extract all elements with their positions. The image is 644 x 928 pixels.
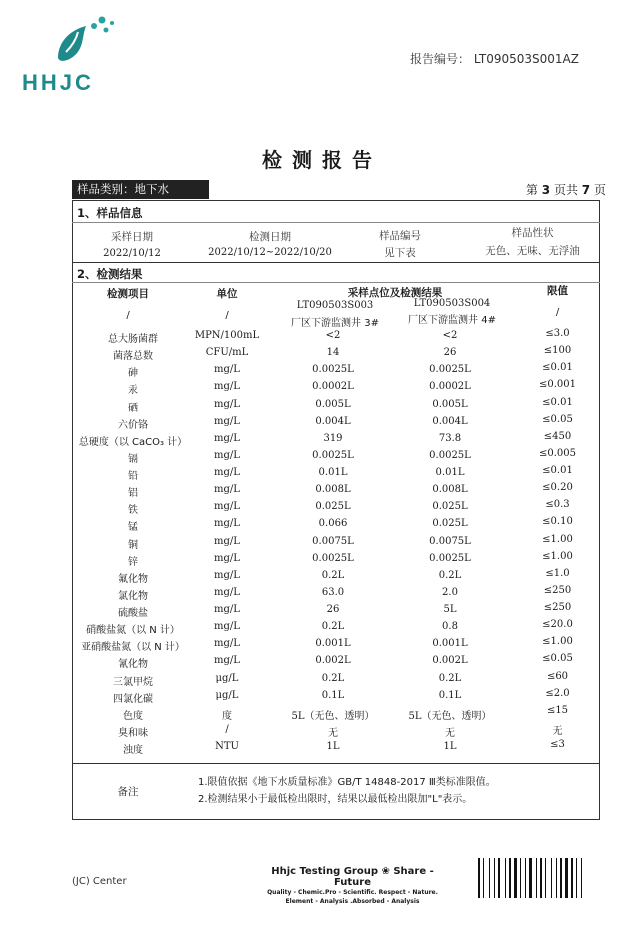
result-limit: ≤0.10 [542, 516, 573, 527]
result-limit: ≤20.0 [542, 619, 573, 630]
result-item: 锌 [128, 557, 138, 568]
result-v2: <2 [442, 330, 458, 341]
result-unit: mg/L [214, 399, 240, 410]
result-limit: ≤0.005 [538, 448, 576, 459]
result-v1: 319 [323, 433, 343, 444]
result-item: 锰 [128, 522, 138, 533]
result-v1: 0.2L [321, 570, 345, 581]
result-item: 三氯甲烷 [113, 677, 153, 688]
result-unit: μg/L [215, 673, 239, 684]
result-limit: ≤250 [543, 585, 572, 596]
page-info [526, 181, 606, 198]
result-item: 六价铬 [118, 420, 148, 431]
sample-property: 无色、无味、无浮油 [485, 245, 580, 257]
point-1-location: 厂区下游监测井 3# [291, 318, 379, 329]
result-limit: ≤15 [546, 705, 569, 716]
result-v1: 0.005L [315, 399, 351, 410]
result-v1: 无 [328, 728, 338, 739]
result-limit: ≤60 [546, 671, 569, 682]
result-item: 总大肠菌群 [108, 334, 158, 345]
result-unit: mg/L [214, 450, 240, 461]
footer-center-label: (JC) Center [72, 876, 127, 887]
point-2-id: LT090503S004 [413, 298, 491, 309]
result-item: 铅 [128, 471, 138, 482]
note-line: 2.检测结果小于最低检出限时，结果以最低检出限加"L"表示。 [198, 794, 473, 805]
result-v2: 0.0025L [429, 450, 471, 461]
point-row-limit: / [555, 307, 560, 318]
point-1-id: LT090503S003 [296, 300, 374, 311]
result-v2: 0.0025L [429, 364, 471, 375]
result-unit: / [225, 724, 229, 735]
result-v2: 0.004L [432, 416, 468, 427]
category-value: 地下水 [134, 182, 169, 196]
result-limit: ≤1.0 [545, 568, 570, 579]
result-v1: 63.0 [321, 587, 345, 598]
result-v1: 0.0025L [312, 450, 354, 461]
result-v1: 0.2L [321, 673, 345, 684]
result-item: 氰化物 [118, 659, 148, 670]
result-v1: 0.0025L [312, 364, 354, 375]
result-v2: 5L（无色、透明） [408, 711, 492, 722]
result-v1: 0.0002L [312, 381, 354, 392]
result-v2: 26 [443, 347, 457, 358]
result-v2: 0.8 [442, 621, 458, 632]
result-v1: 0.01L [318, 467, 348, 478]
result-unit: 度 [222, 711, 232, 722]
result-limit: ≤3.0 [545, 328, 570, 339]
testing-date: 2022/10/12~2022/10/20 [208, 247, 332, 258]
result-limit: ≤1.00 [542, 551, 573, 562]
result-limit: ≤0.20 [542, 482, 573, 493]
result-limit: ≤0.3 [545, 499, 570, 510]
result-v2: 2.0 [442, 587, 458, 598]
result-unit: mg/L [214, 381, 240, 392]
result-v1: 0.066 [318, 518, 348, 529]
point-row-item: / [126, 310, 130, 321]
result-item: 汞 [128, 385, 138, 396]
sample-number: 见下表 [384, 247, 416, 259]
result-item: 浊度 [123, 745, 143, 756]
result-item: 镉 [128, 454, 138, 465]
result-v2: 1L [443, 741, 457, 752]
result-v1: 0.0075L [312, 536, 354, 547]
result-unit: mg/L [214, 587, 240, 598]
result-limit: ≤0.01 [542, 397, 573, 408]
result-limit: ≤450 [543, 431, 572, 442]
result-v2: 0.2L [438, 570, 462, 581]
result-unit: mg/L [214, 553, 240, 564]
page-current: 3 [541, 183, 551, 197]
result-unit: mg/L [214, 536, 240, 547]
sample-info-header: 检测日期 [249, 231, 291, 243]
result-v2: 0.0002L [429, 381, 471, 392]
result-unit: mg/L [214, 638, 240, 649]
footer-brand: Hhjc Testing Group ❀ Share - Future [271, 866, 434, 888]
sample-category [72, 180, 209, 199]
result-unit: mg/L [214, 518, 240, 529]
result-v2: 5L [443, 604, 457, 615]
page-title: 检测报告 [262, 148, 382, 172]
result-item: 铜 [128, 540, 138, 551]
result-limit: ≤100 [543, 345, 572, 356]
result-v1: 0.0025L [312, 553, 354, 564]
result-limit: ≤250 [543, 602, 572, 613]
page-total: 7 [581, 183, 591, 197]
result-item: 总硬度（以 CaCO₃ 计） [78, 437, 188, 448]
result-v1: 0.001L [315, 638, 351, 649]
result-item: 氯化物 [118, 591, 148, 602]
report-number-value: LT090503S001AZ [473, 52, 579, 66]
report-number-label: 报告编号： [410, 52, 471, 66]
result-limit: ≤0.01 [542, 465, 573, 476]
page-info-text-3: 页 [593, 183, 606, 197]
result-limit: ≤2.0 [545, 688, 570, 699]
result-v2: 0.1L [438, 690, 462, 701]
result-unit: CFU/mL [205, 347, 249, 358]
logo-droplet-icon [50, 14, 120, 66]
result-unit: mg/L [214, 501, 240, 512]
result-v2: 0.025L [432, 501, 468, 512]
point-2-location: 厂区下游监测井 4# [408, 315, 496, 326]
header-unit: 单位 [216, 288, 238, 300]
result-v1: <2 [325, 330, 341, 341]
category-label: 样品类别： [77, 182, 135, 196]
result-v1: 26 [326, 604, 340, 615]
result-item: 臭和味 [118, 728, 148, 739]
result-unit: mg/L [214, 364, 240, 375]
result-v1: 0.2L [321, 621, 345, 632]
result-v1: 5L（无色、透明） [291, 711, 375, 722]
result-limit: ≤0.01 [542, 362, 573, 373]
section-results-title: 2、检测结果 [77, 267, 143, 281]
point-row-unit: / [225, 310, 229, 321]
result-item: 菌落总数 [113, 351, 153, 362]
sample-info-header: 样品编号 [379, 230, 421, 242]
result-v2: 0.008L [432, 484, 468, 495]
result-unit: mg/L [214, 621, 240, 632]
sample-info-header: 样品性状 [511, 227, 554, 239]
result-limit: ≤0.001 [538, 379, 576, 390]
result-v2: 0.0075L [429, 536, 471, 547]
footer-tagline: Element - Analysis .Absorbed - Analysis [285, 898, 420, 905]
footer-brand-block [265, 866, 440, 906]
result-v1: 0.002L [315, 655, 351, 666]
result-unit: mg/L [214, 570, 240, 581]
result-v1: 0.008L [315, 484, 351, 495]
result-unit: mg/L [214, 484, 240, 495]
result-item: 亚硝酸盐氮（以 N 计） [81, 642, 185, 653]
result-v2: 0.0025L [429, 553, 471, 564]
result-item: 硒 [128, 403, 138, 414]
company-logo [22, 14, 132, 94]
result-v1: 0.1L [321, 690, 345, 701]
header-item: 检测项目 [107, 288, 149, 300]
result-v2: 无 [445, 728, 455, 739]
result-item: 硫酸盐 [118, 608, 148, 619]
result-v2: 73.8 [438, 433, 462, 444]
result-v1: 1L [326, 741, 340, 752]
result-limit: ≤1.00 [542, 636, 573, 647]
footer-tagline: Quality - Chemic.Pro - Scientific. Respect - Nature. [267, 889, 438, 896]
page-info-text-1: 第 [525, 183, 538, 197]
result-v2: 0.002L [432, 655, 468, 666]
barcode-icon [478, 858, 596, 898]
result-v2: 0.025L [432, 518, 468, 529]
result-v2: 0.005L [432, 399, 468, 410]
result-unit: mg/L [214, 655, 240, 666]
result-unit: μg/L [215, 690, 239, 701]
result-item: 铁 [128, 505, 138, 516]
divider [72, 763, 600, 764]
result-item: 砷 [128, 368, 138, 379]
result-item: 四氯化碳 [113, 694, 153, 705]
logo-text: HHJC [22, 70, 94, 95]
note-line: 1.限值依据《地下水质量标准》GB/T 14848-2017 Ⅲ类标准限值。 [198, 777, 496, 788]
header-result: 采样点位及检测结果 [347, 287, 443, 299]
result-limit: ≤0.05 [542, 414, 573, 425]
divider [72, 262, 600, 263]
result-limit: ≤3 [550, 739, 565, 750]
result-unit: mg/L [214, 604, 240, 615]
result-item: 氟化物 [118, 574, 148, 585]
page-info-text-2: 页共 [553, 183, 578, 197]
notes-label: 备注 [117, 786, 139, 798]
result-v1: 14 [326, 347, 340, 358]
result-unit: MPN/100mL [194, 330, 260, 341]
result-v1: 0.025L [315, 501, 351, 512]
sample-info-header: 采样日期 [111, 231, 153, 243]
result-unit: NTU [215, 741, 239, 752]
report-number [410, 50, 579, 67]
result-v2: 0.01L [435, 467, 465, 478]
result-limit: 无 [552, 726, 563, 737]
result-v2: 0.001L [432, 638, 468, 649]
sampling-date: 2022/10/12 [103, 248, 161, 259]
result-item: 硝酸盐氮（以 N 计） [86, 625, 180, 636]
result-v2: 0.2L [438, 673, 462, 684]
divider [72, 222, 600, 223]
result-unit: mg/L [214, 416, 240, 427]
result-v1: 0.004L [315, 416, 351, 427]
result-unit: mg/L [214, 433, 240, 444]
result-item: 色度 [123, 711, 143, 722]
result-item: 铝 [128, 488, 138, 499]
result-limit: ≤0.05 [542, 653, 573, 664]
result-unit: mg/L [214, 467, 240, 478]
header-limit: 限值 [547, 285, 568, 297]
result-limit: ≤1.00 [542, 534, 573, 545]
section-sample-info-title: 1、样品信息 [77, 206, 143, 220]
